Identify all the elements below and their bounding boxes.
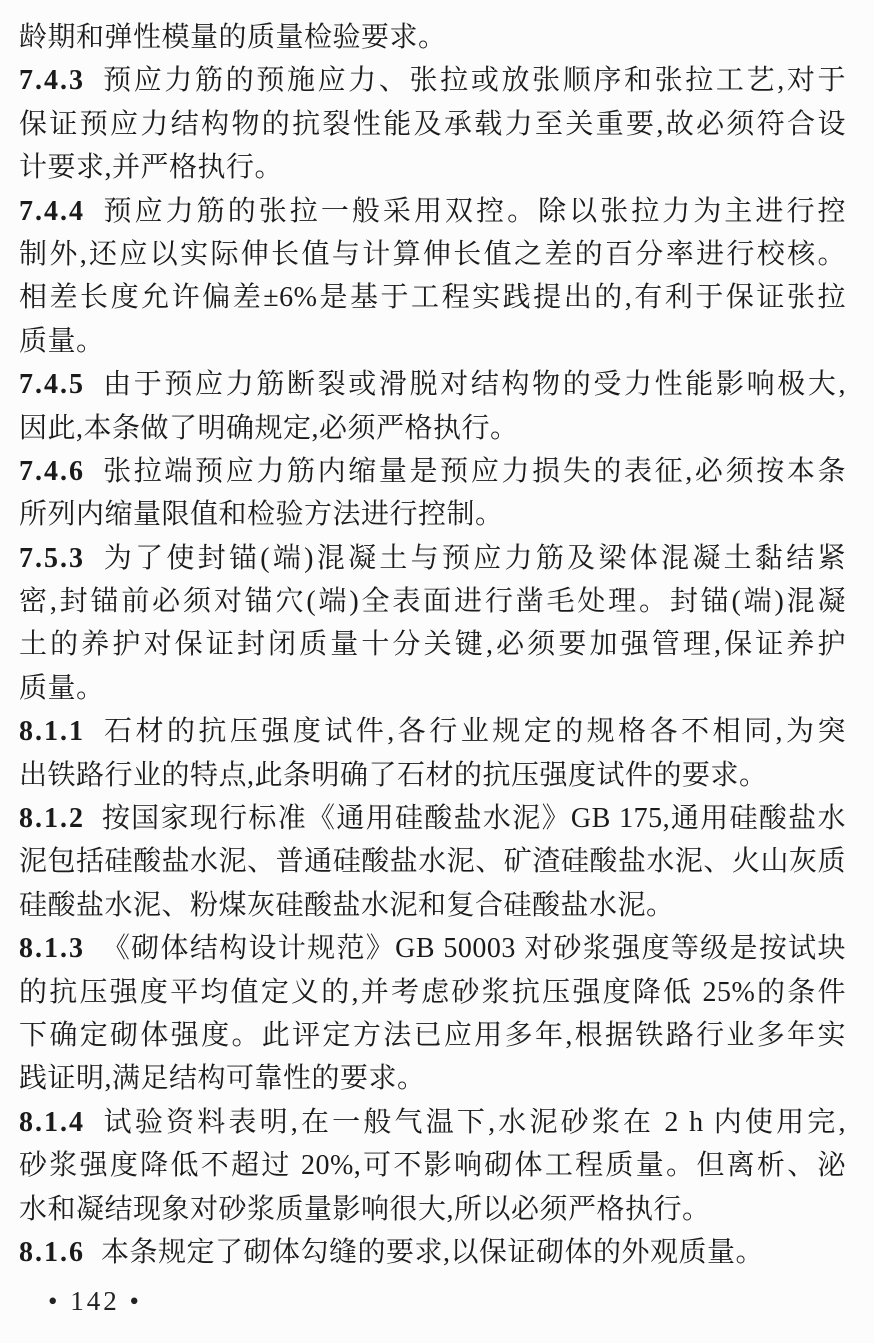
clause-line — [19, 190, 846, 233]
text-line — [19, 103, 846, 146]
line-text: 为了使封锚(端)混凝土与预应力筋及梁体混凝土黏结紧 — [101, 542, 846, 574]
clause-number: 7.4.4 — [19, 195, 85, 227]
page-footer — [48, 1284, 142, 1318]
line-text: 所列内缩量限值和检验方法进行控制。 — [19, 499, 504, 531]
clause-number: 8.1.6 — [19, 1236, 85, 1268]
clause-line — [19, 927, 846, 970]
line-text: 质量。 — [19, 672, 105, 704]
text-line — [19, 233, 846, 276]
clause-number: 7.5.3 — [19, 542, 85, 574]
text-line — [19, 884, 846, 927]
line-text: 水和凝结现象对砂浆质量影响很大,所以必须严格执行。 — [19, 1193, 711, 1225]
line-text: 计要求,并严格执行。 — [19, 152, 284, 184]
line-text: 质量。 — [19, 325, 105, 357]
text-line — [19, 840, 846, 883]
line-text: 的抗压强度平均值定义的,并考虑砂浆抗压强度降低 25%的条件 — [19, 976, 846, 1008]
clause-line — [19, 1231, 846, 1274]
clause-number: 8.1.3 — [19, 933, 85, 965]
line-text: 试验资料表明,在一般气温下,水泥砂浆在 2 h 内使用完, — [101, 1106, 846, 1138]
text-line — [19, 16, 846, 59]
line-text: 相差长度允许偏差±6%是基于工程实践提出的,有利于保证张拉 — [19, 282, 846, 314]
clause-number: 7.4.5 — [19, 369, 85, 401]
clause-number: 8.1.4 — [19, 1106, 85, 1138]
line-text: 践证明,满足结构可靠性的要求。 — [19, 1063, 426, 1095]
line-text: 预应力筋的张拉一般采用双控。除以张拉力为主进行控 — [101, 195, 846, 227]
clause-number: 8.1.2 — [19, 803, 85, 835]
clause-line — [19, 450, 846, 493]
text-line — [19, 407, 846, 450]
line-text: 密,封锚前必须对锚穴(端)全表面进行凿毛处理。封锚(端)混凝 — [19, 586, 846, 618]
clause-line — [19, 797, 846, 840]
line-text: 石材的抗压强度试件,各行业规定的规格各不相同,为突 — [101, 716, 846, 748]
clause-line — [19, 363, 846, 406]
line-text: 出铁路行业的特点,此条明确了石材的抗压强度试件的要求。 — [19, 759, 768, 791]
line-text: 保证预应力结构物的抗裂性能及承载力至关重要,故必须符合设 — [19, 108, 846, 140]
text-line — [19, 667, 846, 710]
clause-number: 7.4.3 — [19, 65, 85, 97]
text-line — [19, 1188, 846, 1231]
text-line — [19, 1057, 846, 1100]
clause-line — [19, 1101, 846, 1144]
text-line — [19, 320, 846, 363]
text-line — [19, 971, 846, 1014]
text-line — [19, 623, 846, 666]
line-text: 土的养护对保证封闭质量十分关键,必须要加强管理,保证养护 — [19, 629, 846, 661]
line-text: 本条规定了砌体勾缝的要求,以保证砌体的外观质量。 — [101, 1236, 765, 1268]
line-text: 按国家现行标准《通用硅酸盐水泥》GB 175,通用硅酸盐水 — [101, 803, 846, 835]
text-line — [19, 1014, 846, 1057]
clause-line — [19, 537, 846, 580]
line-text: 龄期和弹性模量的质量检验要求。 — [19, 22, 447, 53]
page-number: • 142 • — [48, 1286, 142, 1316]
line-text: 砂浆强度降低不超过 20%,可不影响砌体工程质量。但离析、泌 — [19, 1150, 846, 1182]
text-block — [19, 16, 846, 1274]
text-line — [19, 493, 846, 536]
line-text: 泥包括硅酸盐水泥、普通硅酸盐水泥、矿渣硅酸盐水泥、火山灰质 — [19, 846, 846, 878]
text-line — [19, 580, 846, 623]
clause-number: 8.1.1 — [19, 716, 85, 748]
text-line — [19, 146, 846, 189]
line-text: 预应力筋的预施应力、张拉或放张顺序和张拉工艺,对于 — [101, 65, 846, 97]
line-text: 硅酸盐水泥、粉煤灰硅酸盐水泥和复合硅酸盐水泥。 — [19, 889, 675, 921]
line-text: 制外,还应以实际伸长值与计算伸长值之差的百分率进行校核。 — [19, 238, 846, 270]
clause-line — [19, 710, 846, 753]
clause-number: 7.4.6 — [19, 455, 85, 487]
line-text: 《砌体结构设计规范》GB 50003 对砂浆强度等级是按试块 — [101, 933, 846, 965]
text-line — [19, 1144, 846, 1187]
line-text: 因此,本条做了明确规定,必须严格执行。 — [19, 412, 519, 444]
line-text: 下确定砌体强度。此评定方法已应用多年,根据铁路行业多年实 — [19, 1019, 846, 1051]
line-text: 张拉端预应力筋内缩量是预应力损失的表征,必须按本条 — [101, 455, 846, 487]
text-line — [19, 276, 846, 319]
line-text: 由于预应力筋断裂或滑脱对结构物的受力性能影响极大, — [101, 369, 846, 401]
text-line — [19, 754, 846, 797]
clause-line — [19, 59, 846, 102]
